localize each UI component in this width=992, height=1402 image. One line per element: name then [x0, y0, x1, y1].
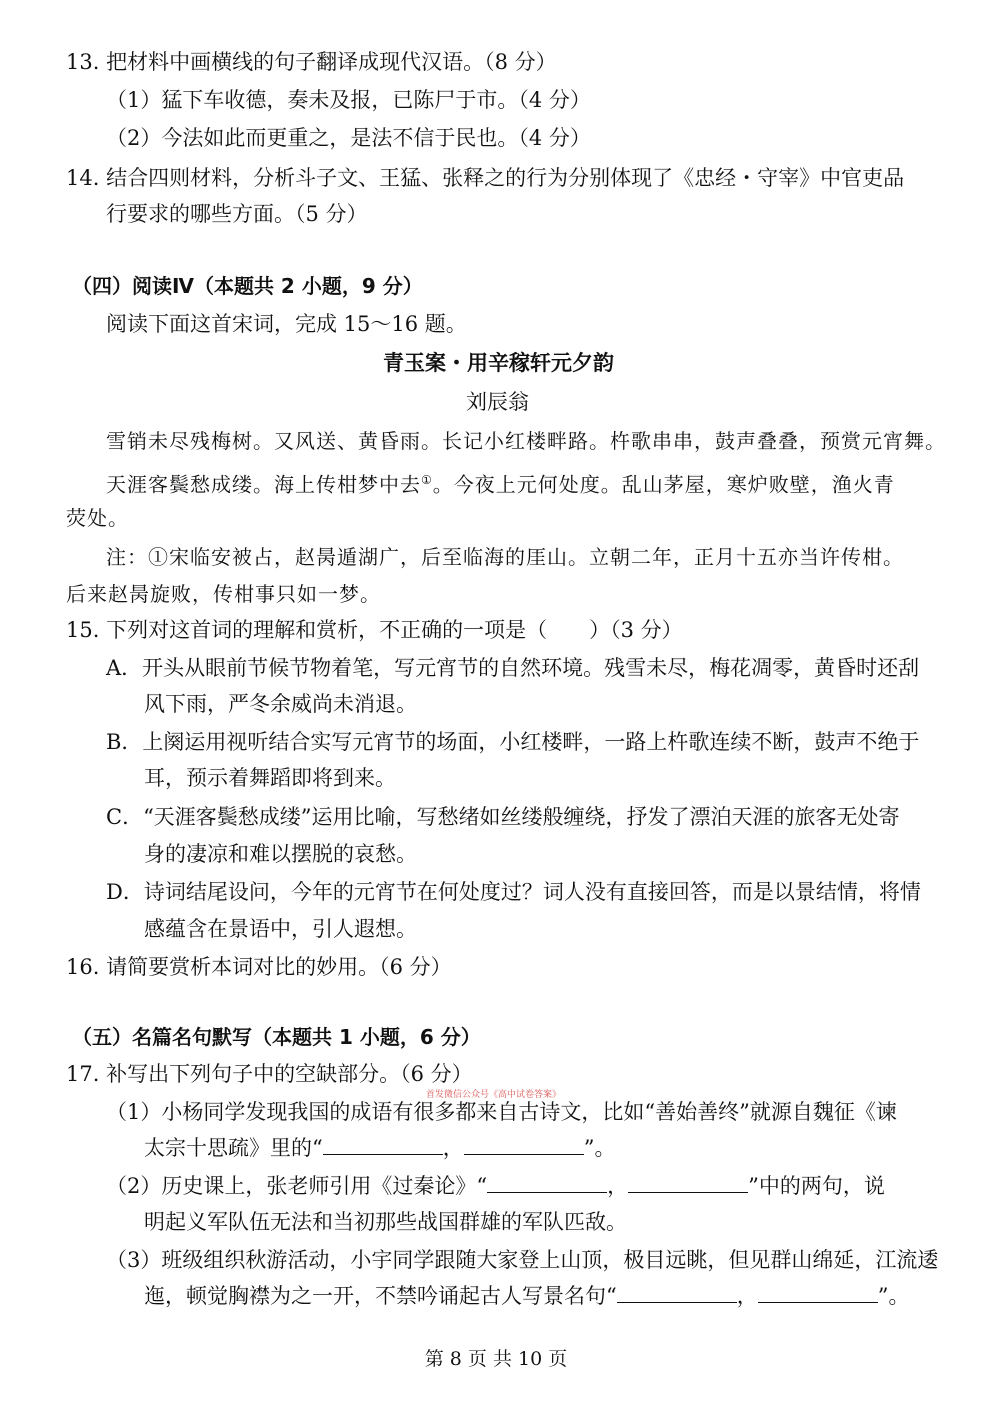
q14-line1: 14. 结合四则材料，分析斗子文、王猛、张释之的行为分别体现了《忠经・守宰》中官吏品	[66, 166, 905, 190]
section4-heading: （四）阅读Ⅳ（本题共 2 小题，9 分）	[72, 274, 423, 298]
q15-option-d-line2: 感蕴含在景语中，引人遐想。	[144, 917, 417, 941]
q15-option-a-line2: 风下雨，严冬余威尚未消退。	[144, 692, 417, 716]
poem-line-2: 天涯客鬓愁成缕。海上传柑梦中去①。今夜上元何处度。乱山茅屋，寒炉败壁，渔火青	[106, 472, 895, 497]
q17-sub1-line2: 太宗十思疏》里的“ ， ”。	[144, 1136, 616, 1160]
section5-heading: （五）名篇名句默写（本题共 1 小题，6 分）	[72, 1025, 481, 1049]
q14-line2: 行要求的哪些方面。（5 分）	[106, 202, 368, 226]
q13-sub2: （2）今法如此而更重之，是法不信于民也。（4 分）	[106, 126, 591, 150]
q17-sub2-line1: （2）历史课上，张老师引用《过秦论》“ ， ”中的两句，说	[106, 1174, 885, 1198]
q15-stem: 15. 下列对这首词的理解和赏析，不正确的一项是（ ）（3 分）	[66, 618, 683, 642]
page-footer: 第 8 页 共 10 页	[424, 1348, 568, 1370]
answer-blank[interactable]	[323, 1134, 443, 1155]
answer-blank[interactable]	[617, 1282, 737, 1303]
q15-option-c-line1: C．“天涯客鬓愁成缕”运用比喻，写愁绪如丝缕般缠绕，抒发了漂泊天涯的旅客无处寄	[106, 805, 900, 829]
q16-stem: 16. 请简要赏析本词对比的妙用。（6 分）	[66, 955, 452, 979]
poem-note-1: 注：①宋临安被占，赵昺遁湖广，后至临海的厓山。立朝二年，正月十五亦当许传柑。	[106, 545, 904, 569]
section4-intro: 阅读下面这首宋词，完成 15～16 题。	[106, 312, 467, 336]
q15-option-a-line1: A．开头从眼前节候节物着笔，写元宵节的自然环境。残雪未尽，梅花凋零，黄昏时还刮	[106, 656, 920, 680]
watermark: 首发微信公众号《高中试卷答案》	[426, 1090, 562, 1100]
q15-option-b-line1: B．上阕运用视听结合实写元宵节的场面，小红楼畔，一路上杵歌连续不断，鼓声不绝于	[106, 730, 920, 754]
answer-blank[interactable]	[464, 1134, 584, 1155]
poem-title: 青玉案・用辛稼轩元夕韵	[383, 351, 614, 375]
poem-author: 刘辰翁	[466, 390, 529, 414]
q17-stem: 17. 补写出下列句子中的空缺部分。（6 分）	[66, 1062, 473, 1086]
q17-sub2-line2: 明起义军队伍无法和当初那些战国群雄的军队匹敌。	[144, 1210, 627, 1234]
answer-blank[interactable]	[628, 1172, 748, 1193]
q15-option-c-line2: 身的凄凉和难以摆脱的哀愁。	[144, 842, 417, 866]
q17-sub3-line1: （3）班级组织秋游活动，小宇同学跟随大家登上山顶，极目远眺，但见群山绵延，江流逶	[106, 1248, 939, 1272]
poem-note-2: 后来赵昺旋败，传柑事只如一梦。	[66, 582, 381, 606]
poem-line-1: 雪销未尽残梅树。又风送、黄昏雨。长记小红楼畔路。杵歌串串，鼓声叠叠，预赏元宵舞。	[106, 429, 946, 453]
answer-blank[interactable]	[758, 1282, 878, 1303]
answer-blank[interactable]	[487, 1172, 607, 1193]
q15-option-d-line1: D．诗词结尾设问，今年的元宵节在何处度过？词人没有直接回答，而是以景结情，将情	[106, 880, 921, 904]
q13-stem: 13. 把材料中画横线的句子翻译成现代汉语。（8 分）	[66, 50, 557, 74]
q17-sub3-line2: 迤，顿觉胸襟为之一开，不禁吟诵起古人写景名句“ ， ”。	[144, 1284, 910, 1308]
poem-line-3: 荧处。	[66, 506, 129, 530]
q17-sub1-line1: （1）小杨同学发现我国的成语有很多都来自古诗文，比如“善始善终”就源自魏征《谏	[106, 1100, 897, 1124]
footnote-marker: ①	[421, 473, 433, 487]
q13-sub1: （1）猛下车收德，奏未及报，已陈尸于市。（4 分）	[106, 88, 591, 112]
q15-option-b-line2: 耳，预示着舞蹈即将到来。	[144, 766, 396, 790]
